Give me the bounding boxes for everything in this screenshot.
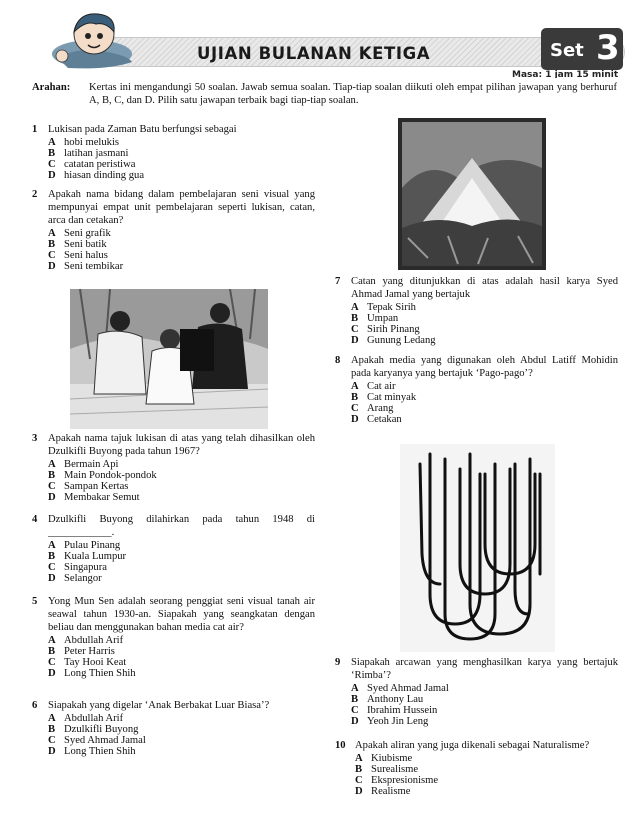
option-text: Abdullah Arif (64, 712, 124, 724)
instructions-text: Kertas ini mengandungi 50 soalan. Jawab semua soalan. Tiap-tiap soalan diikuti oleh empat pilihan jawapan yang berhuruf A, B, C, dan D. Pilih satu jawapan terbaik bagi tiap-tiap soalan. (89, 82, 617, 106)
option-text: Syed Ahmad Jamal (367, 682, 449, 694)
question-7 (335, 276, 618, 346)
option-letter: D (48, 667, 56, 679)
answer-option-d[interactable] (48, 746, 315, 757)
exam-title: UJIAN BULANAN KETIGA (197, 44, 431, 63)
answer-option-a[interactable] (48, 459, 315, 470)
option-text: Cat air (367, 380, 396, 392)
set-word: Set (550, 40, 584, 61)
answer-option-b[interactable] (351, 694, 618, 705)
question-number: 5 (32, 596, 38, 607)
question-3 (32, 433, 315, 503)
option-text: Sirih Pinang (367, 323, 420, 335)
answer-option-c[interactable] (355, 775, 618, 786)
option-letter: C (351, 323, 359, 335)
answer-option-c[interactable] (48, 250, 315, 261)
option-letter: A (48, 458, 56, 470)
option-text: Long Thien Shih (64, 745, 136, 757)
option-text: hobi melukis (64, 136, 120, 148)
option-letter: A (48, 712, 56, 724)
option-letter: D (48, 260, 56, 272)
question-number: 1 (32, 124, 38, 135)
answer-option-b[interactable] (351, 392, 618, 403)
answer-option-d[interactable] (48, 573, 315, 584)
option-letter: B (48, 147, 56, 159)
question-1 (32, 124, 315, 181)
option-text: Long Thien Shih (64, 667, 136, 679)
sculpture-rimba-image (400, 444, 555, 652)
option-text: Kiubisme (371, 752, 413, 764)
option-letter: D (48, 169, 56, 181)
option-text: Cetakan (367, 413, 402, 425)
question-number: 2 (32, 189, 38, 200)
option-text: Abdullah Arif (64, 634, 124, 646)
option-letter: B (351, 312, 359, 324)
question-number: 6 (32, 700, 38, 711)
answer-option-a[interactable] (48, 635, 315, 646)
question-10 (335, 740, 618, 797)
question-text: Apakah media yang digunakan oleh Abdul Latiff Mohidin pada karyanya yang bertajuk ‘Pago-pago’? (351, 355, 618, 379)
question-6 (32, 700, 315, 757)
option-letter: A (355, 752, 363, 764)
option-letter: B (351, 693, 359, 705)
option-letter: C (355, 774, 363, 786)
option-text: Pulau Pinang (64, 539, 121, 551)
answer-option-d[interactable] (351, 335, 618, 346)
option-letter: B (48, 645, 56, 657)
option-letter: C (48, 249, 56, 261)
option-letter: A (351, 682, 359, 694)
option-text: Tepak Sirih (367, 301, 416, 313)
answer-option-d[interactable] (48, 261, 315, 272)
painting-children-image (70, 289, 268, 429)
answer-option-d[interactable] (48, 492, 315, 503)
option-text: Tay Hooi Keat (64, 656, 127, 668)
answer-option-a[interactable] (351, 302, 618, 313)
option-letter: C (48, 656, 56, 668)
answer-option-a[interactable] (48, 228, 315, 239)
option-letter: C (351, 402, 359, 414)
option-text: Cat minyak (367, 391, 417, 403)
option-text: hiasan dinding gua (64, 169, 145, 181)
question-number: 4 (32, 514, 38, 525)
option-text: Kuala Lumpur (64, 550, 127, 562)
answer-option-a[interactable] (48, 713, 315, 724)
option-letter: B (355, 763, 363, 775)
option-text: Arang (367, 402, 394, 414)
option-text: Realisme (371, 785, 411, 797)
option-text: Seni tembikar (64, 260, 124, 272)
answer-option-a[interactable] (48, 137, 315, 148)
option-letter: C (48, 734, 56, 746)
set-badge (541, 28, 623, 70)
option-text: Singapura (64, 561, 107, 573)
question-text: Siapakah arcawan yang menghasilkan karya yang bertajuk ‘Rimba’? (351, 657, 618, 681)
option-letter: A (48, 539, 56, 551)
option-text: Umpan (367, 312, 399, 324)
answer-option-c[interactable] (351, 403, 618, 414)
question-text: Siapakah yang digelar ‘Anak Berbakat Luar Biasa’? (48, 700, 270, 711)
question-5 (32, 596, 315, 679)
answer-option-c[interactable] (48, 735, 315, 746)
option-letter: A (48, 227, 56, 239)
option-text: Selangor (64, 572, 102, 584)
option-text: Peter Harris (64, 645, 115, 657)
option-text: Surealisme (371, 763, 419, 775)
answer-option-c[interactable] (48, 562, 315, 573)
question-number: 8 (335, 355, 341, 366)
option-letter: D (351, 413, 359, 425)
question-number: 7 (335, 276, 341, 287)
option-letter: B (48, 469, 56, 481)
question-text: Apakah nama bidang dalam pembelajaran seni visual yang mempunyai empat unit pembelajaran seperti lukisan, catan, arca dan cetakan? (48, 189, 315, 226)
answer-option-b[interactable] (351, 313, 618, 324)
option-text: Seni halus (64, 249, 108, 261)
option-letter: A (48, 634, 56, 646)
option-letter: D (48, 745, 56, 757)
set-number: 3 (596, 28, 620, 68)
option-text: Anthony Lau (367, 693, 424, 705)
option-text: latihan jasmani (64, 147, 129, 159)
question-text: Yong Mun Sen adalah seorang penggiat seni visual tanah air seawal tahun 1930-an. Siapakah yang seangkatan dengan beliau dan menggunakan bahan media cat air? (48, 596, 315, 633)
question-text: Dzulkifli Buyong dilahirkan pada tahun 1948 di ____________. (48, 514, 315, 538)
question-text: Lukisan pada Zaman Batu berfungsi sebagai (48, 124, 237, 135)
option-letter: C (48, 480, 56, 492)
question-number: 9 (335, 657, 341, 668)
answer-option-c[interactable] (48, 159, 315, 170)
answer-option-b[interactable] (355, 764, 618, 775)
option-letter: C (48, 158, 56, 170)
answer-option-c[interactable] (48, 481, 315, 492)
option-text: Sampan Kertas (64, 480, 129, 492)
question-9 (335, 657, 618, 727)
answer-option-a[interactable] (355, 753, 618, 764)
option-text: Gunung Ledang (367, 334, 436, 346)
option-text: Seni batik (64, 238, 107, 250)
option-letter: D (351, 334, 359, 346)
option-letter: B (351, 391, 359, 403)
answer-option-d[interactable] (48, 170, 315, 181)
answer-option-b[interactable] (48, 724, 315, 735)
painting-gunung-image (398, 118, 546, 270)
question-4 (32, 514, 315, 584)
option-letter: D (48, 572, 56, 584)
answer-option-d[interactable] (48, 668, 315, 679)
question-8 (335, 355, 618, 425)
option-text: Ekspresionisme (371, 774, 439, 786)
answer-option-b[interactable] (48, 551, 315, 562)
option-letter: B (48, 550, 56, 562)
option-letter: A (48, 136, 56, 148)
option-letter: C (351, 704, 359, 716)
option-text: Dzulkifli Buyong (64, 723, 139, 735)
answer-option-c[interactable] (48, 657, 315, 668)
answer-option-c[interactable] (351, 324, 618, 335)
option-letter: C (48, 561, 56, 573)
answer-option-d[interactable] (351, 414, 618, 425)
option-letter: B (48, 238, 56, 250)
option-text: catatan peristiwa (64, 158, 136, 170)
cartoon-mascot-image (48, 10, 138, 76)
option-letter: A (351, 301, 359, 313)
answer-option-b[interactable] (48, 646, 315, 657)
option-text: Seni grafik (64, 227, 111, 239)
option-letter: D (355, 785, 363, 797)
option-text: Yeoh Jin Leng (367, 715, 429, 727)
answer-option-b[interactable] (48, 148, 315, 159)
answer-option-a[interactable] (48, 540, 315, 551)
answer-option-c[interactable] (351, 705, 618, 716)
option-letter: D (351, 715, 359, 727)
question-text: Apakah nama tajuk lukisan di atas yang telah dihasilkan oleh Dzulkifli Buyong pada tahun 1967? (48, 433, 315, 457)
answer-option-b[interactable] (48, 239, 315, 250)
option-text: Bermain Api (64, 458, 119, 470)
option-letter: B (48, 723, 56, 735)
question-number: 3 (32, 433, 38, 444)
question-text: Apakah aliran yang juga dikenali sebagai Naturalisme? (355, 740, 590, 751)
answer-option-d[interactable] (355, 786, 618, 797)
question-number: 10 (335, 740, 346, 751)
option-text: Main Pondok-pondok (64, 469, 157, 481)
duration-label: Masa: 1 jam 15 minit (512, 70, 619, 78)
option-text: Membakar Semut (64, 491, 140, 503)
option-text: Syed Ahmad Jamal (64, 734, 146, 746)
option-letter: D (48, 491, 56, 503)
option-text: Ibrahim Hussein (367, 704, 438, 716)
instructions-label: Arahan: (32, 82, 71, 93)
answer-option-a[interactable] (351, 381, 618, 392)
answer-option-d[interactable] (351, 716, 618, 727)
answer-option-a[interactable] (351, 683, 618, 694)
question-2 (32, 189, 315, 272)
option-letter: A (351, 380, 359, 392)
question-text: Catan yang ditunjukkan di atas adalah hasil karya Syed Ahmad Jamal yang bertajuk (351, 276, 618, 300)
answer-option-b[interactable] (48, 470, 315, 481)
